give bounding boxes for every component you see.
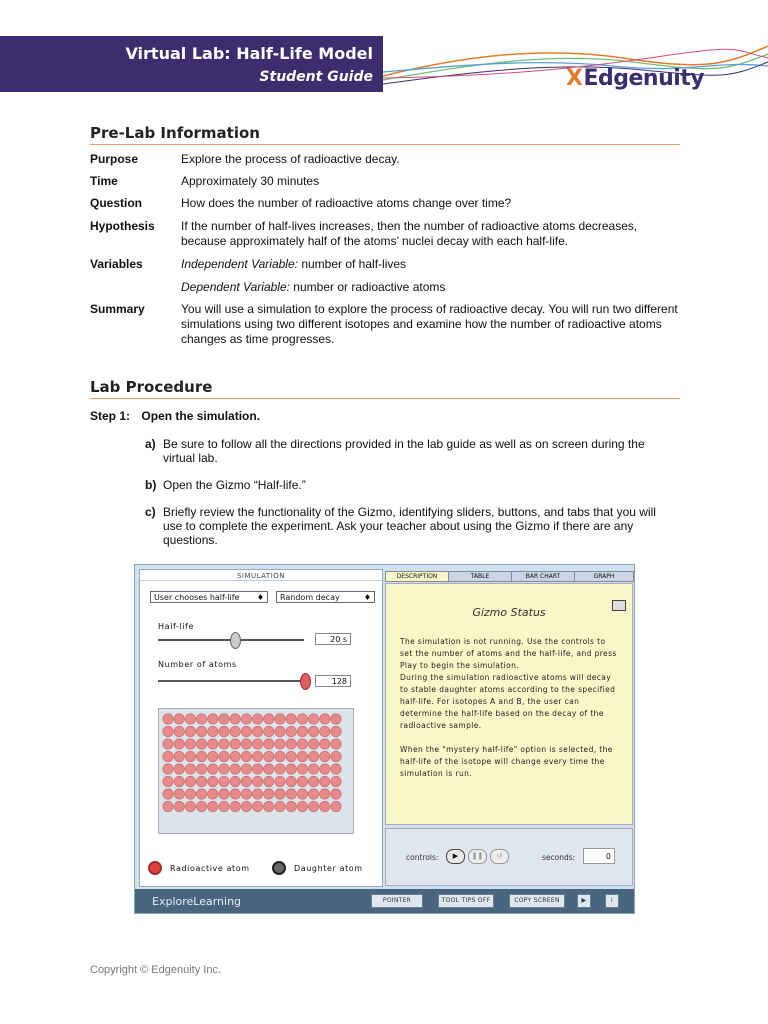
radioactive-atom: [196, 739, 206, 749]
radioactive-atom: [219, 751, 229, 761]
radioactive-atom: [252, 776, 262, 786]
radioactive-atom: [241, 801, 251, 811]
radioactive-atom: [320, 739, 330, 749]
radioactive-atom: [174, 801, 184, 811]
step-1: Step 1: Open the simulation.: [90, 409, 261, 423]
radioactive-atom: [230, 776, 240, 786]
radioactive-atom: [264, 751, 274, 761]
radioactive-atom: [230, 801, 240, 811]
radioactive-atom: [163, 801, 173, 811]
radioactive-atom: [331, 751, 341, 761]
radioactive-atom: [308, 751, 318, 761]
reset-icon: ↺: [496, 852, 503, 860]
radioactive-atom: [308, 789, 318, 799]
radioactive-atom: [264, 789, 274, 799]
radioactive-atom: [219, 739, 229, 749]
radioactive-atom: [320, 776, 330, 786]
document-subtitle: Student Guide: [259, 69, 373, 85]
radioactive-atom: [196, 789, 206, 799]
radioactive-atom: [275, 801, 285, 811]
radioactive-atom: [320, 726, 330, 736]
radioactive-atom: [275, 789, 285, 799]
document-title: Virtual Lab: Half-Life Model: [125, 44, 373, 63]
pause-button[interactable]: [468, 849, 487, 864]
row-label: Question: [90, 196, 143, 210]
radioactive-atom: [219, 764, 229, 774]
radioactive-atom: [163, 751, 173, 761]
radioactive-atom: [196, 714, 206, 724]
daughter-atom-icon: [272, 861, 286, 875]
tool-tips-button[interactable]: TOOL TIPS OFF: [438, 894, 494, 908]
radioactive-atom: [219, 776, 229, 786]
radioactive-atom: [331, 776, 341, 786]
radioactive-atom: [320, 789, 330, 799]
row-label: Variables: [90, 257, 143, 271]
radioactive-atom: [286, 714, 296, 724]
radioactive-atom: [185, 751, 195, 761]
legend-daughter: Daughter atom: [294, 864, 363, 873]
radioactive-atom: [297, 739, 307, 749]
radioactive-atom: [264, 776, 274, 786]
edgenuity-logo: XEdgenuity: [566, 66, 705, 91]
row-label: Time: [90, 174, 118, 188]
gizmo-simulation: [134, 564, 635, 914]
radioactive-atom: [174, 751, 184, 761]
radioactive-atom: [264, 801, 274, 811]
reset-button[interactable]: [490, 849, 509, 864]
radioactive-atom: [331, 714, 341, 724]
row-label: Hypothesis: [90, 219, 155, 233]
radioactive-atom: [185, 789, 195, 799]
row-label: Purpose: [90, 152, 139, 166]
radioactive-atom: [174, 764, 184, 774]
row-value: Explore the process of radioactive decay.: [181, 152, 400, 166]
radioactive-atom: [275, 714, 285, 724]
halflife-label: Half-life: [158, 622, 194, 631]
radioactive-atom: [331, 801, 341, 811]
radioactive-atom: [275, 739, 285, 749]
radioactive-atom: [320, 714, 330, 724]
radioactive-atom: [308, 776, 318, 786]
radioactive-atom: [286, 764, 296, 774]
atoms-slider-track[interactable]: [158, 680, 304, 682]
tab-description[interactable]: DESCRIPTION: [385, 571, 449, 582]
logo-mark-icon: X: [566, 66, 583, 91]
radioactive-atom-icon: [148, 861, 162, 875]
radioactive-atom: [286, 789, 296, 799]
radioactive-atom: [308, 801, 318, 811]
prelab-divider: [90, 144, 680, 145]
radioactive-atom: [241, 726, 251, 736]
radioactive-atom: [297, 726, 307, 736]
radioactive-atom: [297, 714, 307, 724]
radioactive-atom: [219, 714, 229, 724]
radioactive-atom: [297, 801, 307, 811]
decay-mode-select[interactable]: Random decay ♦: [276, 591, 375, 603]
play-icon: ▶: [452, 852, 459, 860]
radioactive-atom: [185, 801, 195, 811]
seconds-label: seconds:: [542, 853, 576, 862]
status-title: Gizmo Status: [472, 606, 546, 619]
radioactive-atom: [252, 751, 262, 761]
legend-radioactive: Radioactive atom: [170, 864, 250, 873]
procedure-divider: [90, 398, 680, 399]
radioactive-atom: [185, 739, 195, 749]
radioactive-atom: [252, 801, 262, 811]
radioactive-atom: [219, 801, 229, 811]
radioactive-atom: [331, 726, 341, 736]
halflife-slider-thumb[interactable]: [230, 632, 241, 649]
radioactive-atom: [241, 714, 251, 724]
radioactive-atom: [308, 726, 318, 736]
radioactive-atom: [275, 726, 285, 736]
radioactive-atom: [308, 739, 318, 749]
radioactive-atom: [286, 751, 296, 761]
atoms-value-field[interactable]: 128: [315, 675, 351, 687]
radioactive-atom: [230, 789, 240, 799]
radioactive-atom: [286, 726, 296, 736]
radioactive-atom: [196, 764, 206, 774]
gizmo-footer-bar: [135, 889, 634, 913]
radioactive-atom: [252, 789, 262, 799]
radioactive-atom: [331, 764, 341, 774]
radioactive-atom: [174, 776, 184, 786]
radioactive-atom: [241, 764, 251, 774]
gizmo-status-panel: [385, 583, 633, 825]
radioactive-atom: [331, 739, 341, 749]
radioactive-atom: [230, 714, 240, 724]
radioactive-atom: [252, 714, 262, 724]
radioactive-atom: [252, 726, 262, 736]
radioactive-atom: [308, 764, 318, 774]
radioactive-atom: [297, 789, 307, 799]
radioactive-atom: [163, 776, 173, 786]
radioactive-atom: [230, 751, 240, 761]
halflife-mode-select[interactable]: User chooses half-life ♦: [150, 591, 268, 603]
radioactive-atom: [241, 739, 251, 749]
radioactive-atom: [230, 764, 240, 774]
radioactive-atom: [185, 764, 195, 774]
copy-screen-button[interactable]: COPY SCREEN: [509, 894, 565, 908]
radioactive-atom: [219, 726, 229, 736]
radioactive-atom: [185, 776, 195, 786]
tab-bar-chart[interactable]: BAR CHART: [511, 571, 575, 582]
radioactive-atom: [264, 726, 274, 736]
radioactive-atom: [208, 751, 218, 761]
radioactive-atom: [196, 801, 206, 811]
simulation-panel: [139, 569, 383, 887]
radioactive-atom: [174, 789, 184, 799]
radioactive-atom: [163, 714, 173, 724]
radioactive-atom: [241, 751, 251, 761]
controls-panel: [385, 828, 633, 886]
row-value: Dependent Variable: number or radioactive atoms: [181, 280, 446, 294]
radioactive-atom: [275, 764, 285, 774]
atoms-slider-thumb[interactable]: [300, 673, 311, 690]
atom-container: [158, 708, 354, 834]
radioactive-atom: [208, 764, 218, 774]
camera-icon[interactable]: [612, 600, 626, 611]
header-banner: [0, 36, 383, 92]
radioactive-atom: [174, 726, 184, 736]
prelab-heading: Pre-Lab Information: [90, 124, 260, 142]
simulation-label: SIMULATION: [236, 572, 286, 580]
radioactive-atom: [320, 751, 330, 761]
radioactive-atom: [275, 751, 285, 761]
radioactive-atom: [264, 739, 274, 749]
radioactive-atom: [264, 764, 274, 774]
radioactive-atom: [196, 726, 206, 736]
radioactive-atom: [297, 776, 307, 786]
chevron-updown-icon: ♦: [256, 593, 264, 602]
next-icon[interactable]: ▶: [577, 894, 591, 908]
radioactive-atom: [331, 789, 341, 799]
status-text: The simulation is not running. Use the controls to set the number of atoms and the half-life, and press Play to begin the simulation. During the simulation radioactive atoms will decay to stable daughter atoms according to the specified half-life. For isotopes A and B, the user can determine the half-life based on the decay of the radioactive sample. When the "mystery half-life" option is selected, the half-life of the isotope will change every time the simulation is run.: [400, 637, 617, 778]
radioactive-atom: [208, 726, 218, 736]
info-icon[interactable]: i: [605, 894, 619, 908]
row-value: Approximately 30 minutes: [181, 174, 320, 188]
row-value: Independent Variable: number of half-lives: [181, 257, 407, 271]
radioactive-atom: [196, 776, 206, 786]
halflife-value-field[interactable]: 20 s: [315, 633, 351, 645]
radioactive-atom: [275, 776, 285, 786]
radioactive-atom: [196, 751, 206, 761]
radioactive-atom: [163, 739, 173, 749]
row-value: How does the number of radioactive atoms change over time?: [181, 196, 512, 210]
radioactive-atom: [286, 776, 296, 786]
pause-icon: ❚❚: [471, 852, 484, 860]
radioactive-atom: [308, 714, 318, 724]
radioactive-atom: [241, 776, 251, 786]
radioactive-atom: [208, 789, 218, 799]
row-value: If the number of half-lives increases, then the number of radioactive atoms decreases, because approximately half of the atoms’ nuclei decay with each half-life.: [181, 219, 638, 248]
radioactive-atom: [286, 739, 296, 749]
radioactive-atom: [185, 714, 195, 724]
radioactive-atom: [230, 739, 240, 749]
radioactive-atom: [252, 764, 262, 774]
radioactive-atom: [264, 714, 274, 724]
pointer-button[interactable]: POINTER: [371, 894, 423, 908]
radioactive-atom: [320, 801, 330, 811]
row-value: You will use a simulation to explore the process of radioactive decay. You will run two different simulations using two different isotopes and examine how the number of radioactive atoms changes as time progresses.: [181, 302, 678, 346]
atom-grid: [159, 709, 353, 833]
radioactive-atom: [163, 726, 173, 736]
atoms-label: Number of atoms: [158, 660, 237, 669]
radioactive-atom: [219, 789, 229, 799]
radioactive-atom: [208, 714, 218, 724]
radioactive-atom: [286, 801, 296, 811]
radioactive-atom: [320, 764, 330, 774]
radioactive-atom: [174, 739, 184, 749]
play-button[interactable]: [446, 849, 465, 864]
radioactive-atom: [185, 726, 195, 736]
radioactive-atom: [163, 789, 173, 799]
chevron-updown-icon: ♦: [363, 593, 371, 602]
radioactive-atom: [241, 789, 251, 799]
radioactive-atom: [230, 726, 240, 736]
radioactive-atom: [208, 801, 218, 811]
tab-table[interactable]: TABLE: [448, 571, 512, 582]
explorelearning-logo: ExploreLearning: [152, 895, 242, 908]
radioactive-atom: [297, 764, 307, 774]
radioactive-atom: [163, 764, 173, 774]
copyright: Copyright © Edgenuity Inc.: [90, 964, 222, 976]
tab-graph[interactable]: GRAPH: [574, 571, 634, 582]
radioactive-atom: [174, 714, 184, 724]
row-label: Summary: [90, 302, 145, 316]
procedure-heading: Lab Procedure: [90, 378, 213, 396]
radioactive-atom: [252, 739, 262, 749]
controls-label: controls:: [406, 853, 439, 862]
radioactive-atom: [208, 776, 218, 786]
radioactive-atom: [208, 739, 218, 749]
seconds-field: 0: [583, 848, 615, 864]
radioactive-atom: [297, 751, 307, 761]
